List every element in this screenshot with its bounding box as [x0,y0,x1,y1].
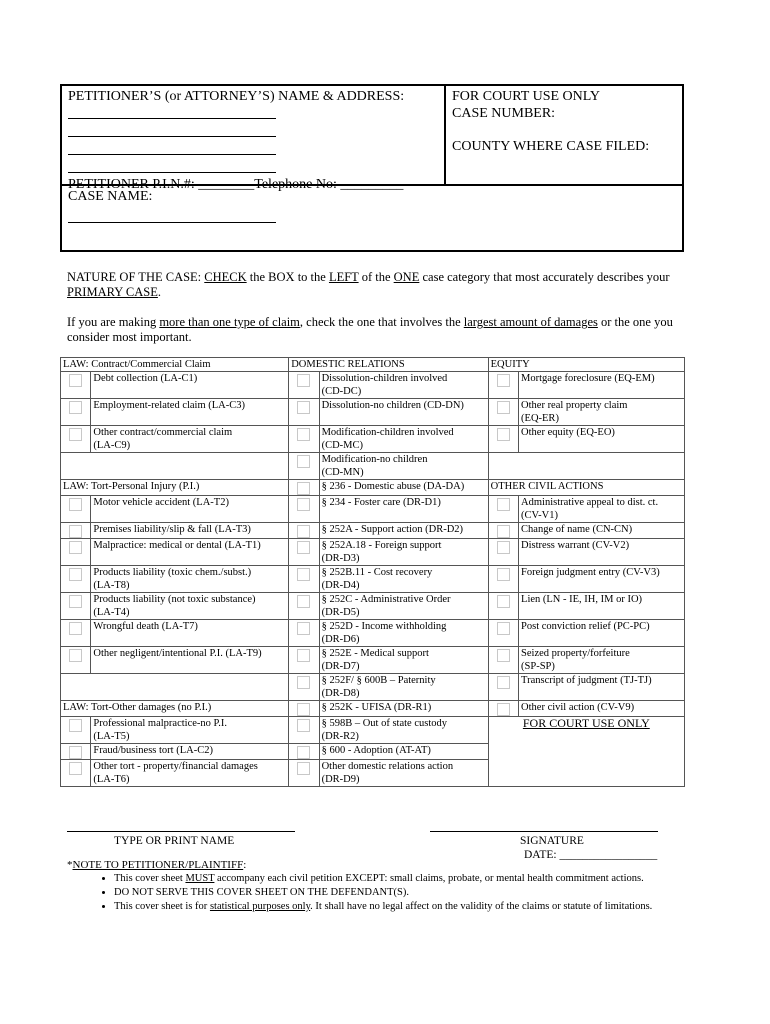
checkbox-dr-r1[interactable] [289,701,319,717]
checkbox-eq-em[interactable] [488,372,518,399]
court-use-label: FOR COURT USE ONLY [452,89,601,104]
petitioner-label: PETITIONER’S (or ATTORNEY’S) NAME & ADDRESS: [68,89,405,104]
checkbox-dr-d8[interactable] [289,674,319,701]
case-category-table [60,357,685,787]
checkbox-la-c3[interactable] [61,399,91,426]
table-row [61,539,685,566]
checkbox-da-da[interactable] [289,480,319,496]
checkbox-dr-d5[interactable] [289,593,319,620]
other-civil-heading: OTHER CIVIL ACTIONS [488,480,684,496]
check-word: CHECK [204,270,247,284]
item-la-t4: Products liability (not toxic substance) (LA-T4) [91,593,289,620]
checkbox-la-t6[interactable] [61,760,91,787]
checkbox-la-t2[interactable] [61,496,91,523]
case-header-box [60,84,684,252]
checkbox-dr-r2[interactable] [289,717,319,744]
item-la-t5: Professional malpractice-no P.I. (LA-T5) [91,717,289,744]
county-label: COUNTY WHERE CASE FILED: [452,139,650,154]
nature-mid2: of the [358,270,394,284]
item-cd-mn: Modification-no children (CD-MN) [319,453,488,480]
checkbox-la-t9[interactable] [61,647,91,674]
checkbox-pc-pc[interactable] [488,620,518,647]
checkbox-dr-d4[interactable] [289,566,319,593]
checkbox-dr-d7[interactable] [289,647,319,674]
law-tort-other-heading: LAW: Tort-Other damages (no P.I.) [61,701,289,717]
checkbox-la-t4[interactable] [61,593,91,620]
item-la-c1: Debt collection (LA-C1) [91,372,289,399]
equity-heading: EQUITY [488,358,684,372]
largest-damages-phrase: largest amount of damages [463,315,598,329]
multiple-claims-instructions [67,315,697,345]
list-item: • This cover sheet MUST accompany each civil petition EXCEPT: small claims, probate, or mental health commitment actions. [114,872,754,886]
table-row [61,496,685,523]
checkbox-la-t7[interactable] [61,620,91,647]
nature-period: . [157,285,162,299]
notes-list [78,872,754,914]
nature-mid3: case category that most accurately describes your [419,270,670,284]
more-than-one-phrase: more than one type of claim [159,315,300,329]
checkbox-ln[interactable] [488,593,518,620]
type-print-name-label: TYPE OR PRINT NAME [114,835,235,847]
checkbox-cv-v3[interactable] [488,566,518,593]
case-name-section [62,186,682,250]
checkbox-la-c2[interactable] [61,744,91,760]
checkbox-cd-dc[interactable] [289,372,319,399]
note-heading [67,859,246,872]
item-dr-r2: § 598B – Out of state custody (DR-R2) [319,717,488,744]
table-row [61,717,685,744]
item-la-t6: Other tort - property/financial damages (LA-T6) [91,760,289,787]
checkbox-dr-d1[interactable] [289,496,319,523]
item-eq-er: Other real property claim (EQ-ER) [519,399,685,426]
case-number-label: CASE NUMBER: [452,106,556,121]
table-row [61,426,685,453]
item-eq-em: Mortgage foreclosure (EQ-EM) [519,372,685,399]
address-line-2[interactable] [68,123,276,137]
item-cv-v9: Other civil action (CV-V9) [519,701,685,717]
item-la-t9: Other negligent/intentional P.I. (LA-T9) [91,647,289,674]
item-la-c9: Other contract/commercial claim (LA-C9) [91,426,289,453]
table-row [61,358,685,372]
table-row [61,372,685,399]
item-dr-d9: Other domestic relations action (DR-D9) [319,760,488,787]
table-row [61,620,685,647]
signature-label: SIGNATURE [520,835,584,847]
address-line-4[interactable] [68,159,276,173]
law-tort-pi-heading: LAW: Tort-Personal Injury (P.I.) [61,480,289,496]
item-cv-v1: Administrative appeal to dist. ct. (CV-V1) [519,496,685,523]
law-contract-heading: LAW: Contract/Commercial Claim [61,358,289,372]
item-at-at: § 600 - Adoption (AT-AT) [319,744,488,760]
item-la-t8: Products liability (toxic chem./subst.) (LA-T8) [91,566,289,593]
table-row [61,647,685,674]
item-cd-dn: Dissolution-no children (CD-DN) [319,399,488,426]
item-dr-d7: § 252E - Medical support (DR-D7) [319,647,488,674]
item-da-da: § 236 - Domestic abuse (DA-DA) [319,480,488,496]
date-label: DATE: _________________ [524,849,658,861]
checkbox-cd-mn[interactable] [289,453,319,480]
case-name-line[interactable] [68,209,276,223]
item-sp-sp: Seized property/forfeiture (SP-SP) [519,647,685,674]
nature-mid1: the BOX to the [246,270,329,284]
checkbox-cn-cn[interactable] [488,523,518,539]
checkbox-la-t5[interactable] [61,717,91,744]
checkbox-sp-sp[interactable] [488,647,518,674]
list-item: • This cover sheet is for statistical purposes only. It shall have no legal affect on the validity of the claims or statute of limitations. [114,900,754,914]
item-la-t2: Motor vehicle accident (LA-T2) [91,496,289,523]
checkbox-eq-eo[interactable] [488,426,518,453]
item-dr-d6: § 252D - Income withholding (DR-D6) [319,620,488,647]
making-mid: , check the one that involves the [299,315,464,329]
item-ln: Lien (LN - IE, IH, IM or IO) [519,593,685,620]
checkbox-la-t3[interactable] [61,523,91,539]
petitioner-section [62,86,446,192]
primary-case-word: PRIMARY CASE [67,285,158,299]
item-cd-mc: Modification-children involved (CD-MC) [319,426,488,453]
checkbox-dr-d9[interactable] [289,760,319,787]
making-suffix: or the one you [597,315,673,329]
table-row [61,566,685,593]
item-dr-d4: § 252B.11 - Cost recovery (DR-D4) [319,566,488,593]
item-la-t7: Wrongful death (LA-T7) [91,620,289,647]
checkbox-dr-d3[interactable] [289,539,319,566]
item-cd-dc: Dissolution-children involved (CD-DC) [319,372,488,399]
checkbox-cd-dn[interactable] [289,399,319,426]
empty-cell [61,674,289,701]
table-row [61,593,685,620]
item-la-t3: Premises liability/slip & fall (LA-T3) [91,523,289,539]
note-asterisk: * [67,859,73,871]
checkbox-eq-er[interactable] [488,399,518,426]
table-row [61,399,685,426]
note-colon: : [243,859,247,871]
checkbox-cd-mc[interactable] [289,426,319,453]
item-cv-v3: Foreign judgment entry (CV-V3) [519,566,685,593]
court-use-only-label: FOR COURT USE ONLY [522,716,650,730]
list-item: • DO NOT SERVE THIS COVER SHEET ON THE DEFENDANT(S). [114,886,754,900]
making-prefix: If you are making [67,315,160,329]
note-heading-text: NOTE TO PETITIONER/PLAINTIFF [72,859,244,871]
item-dr-r1: § 252K - UFISA (DR-R1) [319,701,488,717]
checkbox-cv-v1[interactable] [488,496,518,523]
item-pc-pc: Post conviction relief (PC-PC) [519,620,685,647]
nature-prefix: NATURE OF THE CASE: [67,270,205,284]
item-cn-cn: Change of name (CN-CN) [519,523,685,539]
checkbox-la-t8[interactable] [61,566,91,593]
checkbox-la-t1[interactable] [61,539,91,566]
item-la-c2: Fraud/business tort (LA-C2) [91,744,289,760]
checkbox-cv-v9[interactable] [488,701,518,717]
address-line-1[interactable] [68,105,276,119]
empty-cell [61,453,289,480]
court-use-only-cell [488,717,684,787]
checkbox-la-c9[interactable] [61,426,91,453]
table-row [61,453,685,480]
item-tj-tj: Transcript of judgment (TJ-TJ) [519,674,685,701]
item-eq-eo: Other equity (EQ-EO) [519,426,685,453]
item-dr-d1: § 234 - Foster care (DR-D1) [319,496,488,523]
empty-cell [488,453,684,480]
item-la-c3: Employment-related claim (LA-C3) [91,399,289,426]
checkbox-tj-tj[interactable] [488,674,518,701]
item-la-t1: Malpractice: medical or dental (LA-T1) [91,539,289,566]
nature-instructions [67,270,697,300]
court-use-section [446,86,682,186]
item-dr-d3: § 252A.18 - Foreign support (DR-D3) [319,539,488,566]
domestic-heading: DOMESTIC RELATIONS [289,358,488,372]
checkbox-at-at[interactable] [289,744,319,760]
item-dr-d8: § 252F/ § 600B – Paternity (DR-D8) [319,674,488,701]
item-dr-d2: § 252A - Support action (DR-D2) [319,523,488,539]
one-word: ONE [393,270,420,284]
checkbox-la-c1[interactable] [61,372,91,399]
case-name-label: CASE NAME: [68,189,153,204]
checkbox-cv-v2[interactable] [488,539,518,566]
table-row [61,674,685,701]
making-line2: consider most important. [67,330,192,344]
checkbox-dr-d6[interactable] [289,620,319,647]
signature-line[interactable] [430,831,658,832]
left-word: LEFT [328,270,359,284]
name-signature-line[interactable] [67,831,295,832]
table-row [61,480,685,496]
checkbox-dr-d2[interactable] [289,523,319,539]
table-row [61,701,685,717]
address-line-3[interactable] [68,141,276,155]
pin-telephone-label: PETITIONER P.I.N.#: ________Telephone No: _________ [68,177,404,192]
table-row [61,523,685,539]
item-dr-d5: § 252C - Administrative Order (DR-D5) [319,593,488,620]
item-cv-v2: Distress warrant (CV-V2) [519,539,685,566]
